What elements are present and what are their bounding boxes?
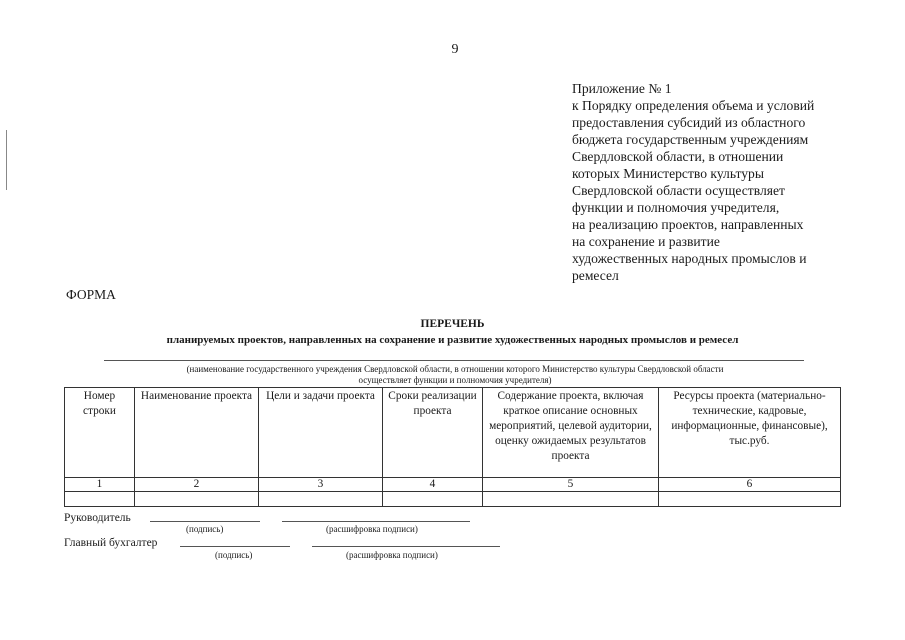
accountant-signature-caption: (подпись) bbox=[215, 550, 253, 560]
header-cell-project-name: Наименование проекта bbox=[135, 388, 259, 478]
list-subtitle: планируемых проектов, направленных на сохранение и развитие художественных народных промыслов и ремесел bbox=[166, 334, 739, 346]
appendix-line: на реализацию проектов, направленных bbox=[572, 217, 804, 232]
scan-edge-mark bbox=[6, 130, 7, 190]
accountant-decoding-line[interactable] bbox=[312, 546, 500, 547]
column-number-row bbox=[65, 478, 841, 492]
form-label: ФОРМА bbox=[66, 287, 116, 302]
page-number: 9 bbox=[451, 42, 459, 57]
table-cell[interactable] bbox=[659, 492, 841, 507]
list-title: ПЕРЕЧЕНЬ bbox=[420, 318, 485, 330]
appendix-line: которых Министерство культуры bbox=[572, 166, 764, 181]
institution-caption-line: осуществляет функции и полномочия учредителя) bbox=[358, 375, 552, 385]
column-number: 6 bbox=[659, 478, 841, 492]
appendix-line: ремесел bbox=[572, 268, 619, 283]
table-cell[interactable] bbox=[259, 492, 383, 507]
institution-caption bbox=[120, 364, 790, 386]
header-cell-row-number: Номер строки bbox=[65, 388, 135, 478]
appendix-line: художественных народных промыслов и bbox=[572, 251, 807, 266]
header-cell-terms: Сроки реализации проекта bbox=[383, 388, 483, 478]
head-decoding-line[interactable] bbox=[282, 521, 470, 522]
head-signature-line[interactable] bbox=[150, 521, 260, 522]
appendix-line: Приложение № 1 bbox=[572, 81, 672, 96]
accountant-signature-label: Главный бухгалтер bbox=[64, 537, 158, 549]
header-cell-resources: Ресурсы проекта (материально-технические, кадровые, информационные, финансовые), тыс.руб. bbox=[659, 388, 841, 478]
column-number: 3 bbox=[259, 478, 383, 492]
appendix-line: Свердловской области осуществляет bbox=[572, 183, 785, 198]
table-cell[interactable] bbox=[135, 492, 259, 507]
head-decoding-caption: (расшифровка подписи) bbox=[326, 524, 418, 534]
appendix-line: предоставления субсидий из областного bbox=[572, 115, 806, 130]
column-number: 1 bbox=[65, 478, 135, 492]
column-number: 2 bbox=[135, 478, 259, 492]
table-cell[interactable] bbox=[483, 492, 659, 507]
column-number: 4 bbox=[383, 478, 483, 492]
table-header-row bbox=[65, 388, 841, 478]
column-number: 5 bbox=[483, 478, 659, 492]
head-signature-label: Руководитель bbox=[64, 512, 131, 524]
appendix-line: на сохранение и развитие bbox=[572, 234, 720, 249]
appendix-line: Свердловской области, в отношении bbox=[572, 149, 784, 164]
header-cell-content: Содержание проекта, включая краткое описание основных мероприятий, целевой аудитории, оценку ожидаемых результатов проекта bbox=[483, 388, 659, 478]
table-cell[interactable] bbox=[65, 492, 135, 507]
accountant-decoding-caption: (расшифровка подписи) bbox=[346, 550, 438, 560]
appendix-block bbox=[572, 80, 872, 284]
appendix-line: функции и полномочия учредителя, bbox=[572, 200, 780, 215]
head-signature-caption: (подпись) bbox=[186, 524, 224, 534]
table-cell[interactable] bbox=[383, 492, 483, 507]
institution-name-line bbox=[104, 360, 804, 361]
appendix-line: бюджета государственным учреждениям bbox=[572, 132, 809, 147]
accountant-signature-line[interactable] bbox=[180, 546, 290, 547]
table-row bbox=[65, 492, 841, 507]
institution-caption-line: (наименование государственного учреждения Свердловской области, в отношении которого Министерство культуры Свердловской области bbox=[186, 364, 724, 374]
header-cell-goals: Цели и задачи проекта bbox=[259, 388, 383, 478]
projects-table bbox=[64, 387, 841, 507]
appendix-line: к Порядку определения объема и условий bbox=[572, 98, 815, 113]
